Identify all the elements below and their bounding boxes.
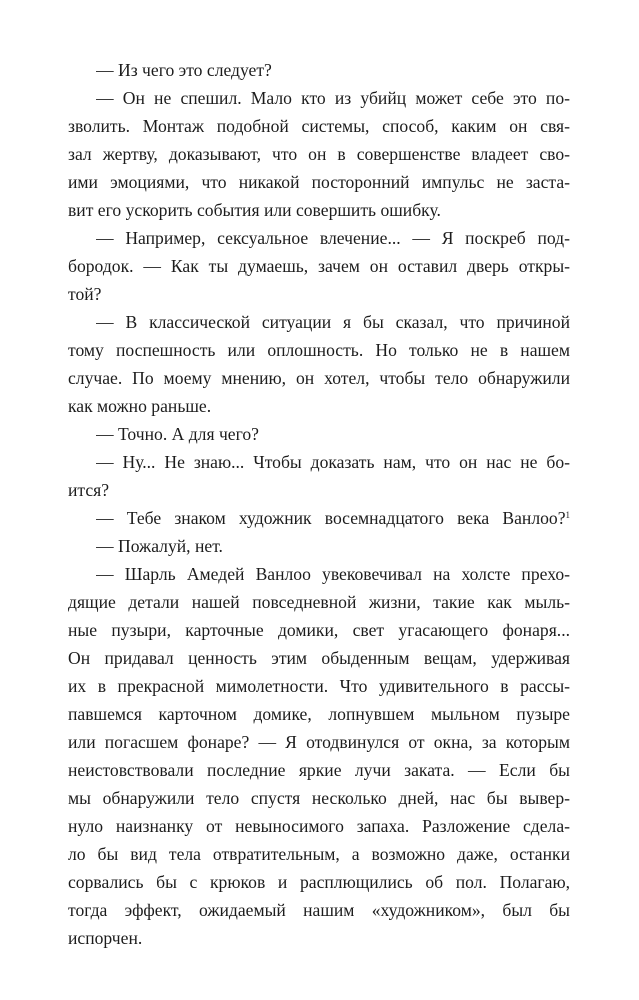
text-line: той? (68, 284, 102, 304)
text-line: — Пожалуй, нет. (96, 536, 223, 556)
text-line: ими эмоциями, что никакой посторонний импульс не заста- (68, 172, 570, 192)
text-line: ло бы вид тела отвратительным, а возможно даже, останки (68, 844, 570, 864)
text-line: или погасшем фонаре? — Я отодвинулся от окна, за которым (68, 732, 570, 752)
text-line: нуло наизнанку от невыносимого запаха. Разложение сдела- (68, 816, 570, 836)
text-line: павшемся карточном домике, лопнувшем мыльном пузыре (68, 704, 570, 724)
text-line: тогда эффект, ожидаемый нашим «художником», был бы (68, 900, 570, 920)
text-line: Он придавал ценность этим обыденным вещам, удерживая (68, 648, 570, 668)
text-line: — Точно. А для чего? (96, 424, 259, 444)
text-line: их в прекрасной мимолетности. Что удивительного в рассы- (68, 676, 570, 696)
text-line: — Ну... Не знаю... Чтобы доказать нам, что он нас не бо- (96, 452, 570, 472)
text-line: ные пузыри, карточные домики, свет угасающего фонаря... (68, 620, 570, 640)
text-line: испорчен. (68, 928, 143, 948)
text-line-content: — Тебе знаком художник восемнадцатого века Ванлоо? (96, 508, 566, 528)
text-line-with-footnote-ref (96, 504, 570, 532)
text-line: мы обнаружили тело спустя несколько дней, нас бы вывер- (68, 788, 570, 808)
text-line: ится? (68, 480, 110, 500)
text-line: — Шарль Амедей Ванлоо увековечивал на холсте прехо- (96, 564, 570, 584)
text-line: как можно раньше. (68, 396, 212, 416)
text-line: дящие детали нашей повседневной жизни, такие как мыль- (68, 592, 570, 612)
text-line: бородок. — Как ты думаешь, зачем он оставил дверь откры- (68, 256, 570, 276)
text-line: тому поспешность или оплошность. Но только не в нашем (68, 340, 570, 360)
text-line: неистовствовали последние яркие лучи заката. — Если бы (68, 760, 570, 780)
text-line: — Из чего это следует? (96, 60, 272, 80)
text-line: — Например, сексуальное влечение... — Я поскреб под- (96, 228, 570, 248)
text-line: вит его ускорить события или совершить ошибку. (68, 200, 441, 220)
text-line: зволить. Монтаж подобной системы, способ, каким он свя- (68, 116, 570, 136)
text-line: сорвались бы с крюков и расплющились об пол. Полагаю, (68, 872, 570, 892)
text-line: зал жертву, доказывают, что он в совершенстве владеет сво- (68, 144, 570, 164)
text-line: — Он не спешил. Мало кто из убийц может себе это по- (96, 88, 570, 108)
text-line: случае. По моему мнению, он хотел, чтобы тело обнаружили (68, 368, 570, 388)
text-line: — В классической ситуации я бы сказал, что причиной (96, 312, 570, 332)
footnote-reference: 1 (565, 510, 570, 520)
